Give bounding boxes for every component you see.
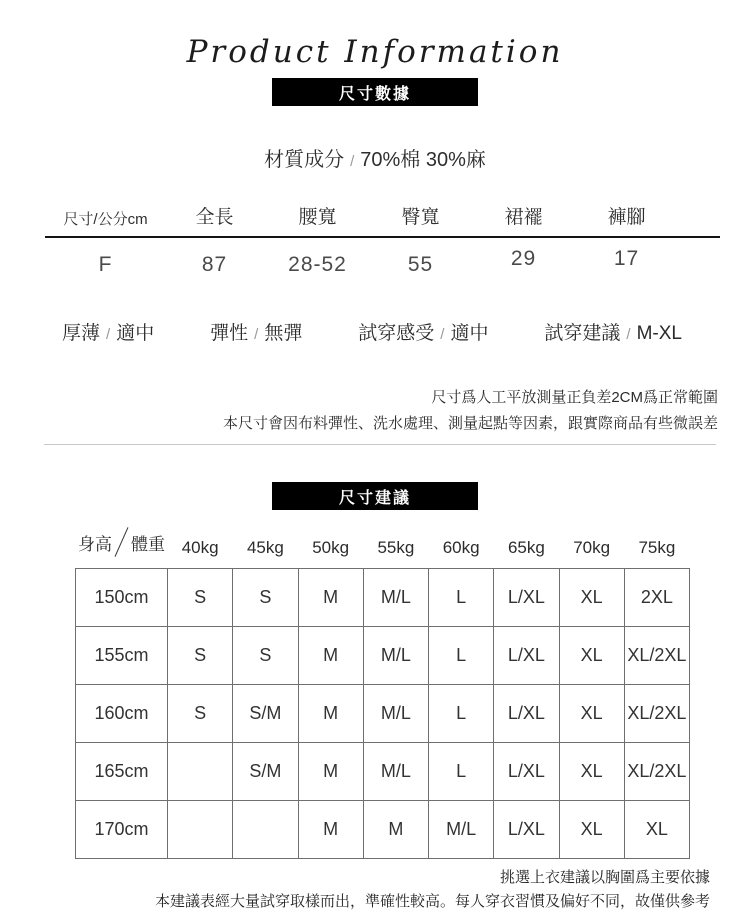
size-table-col-hip: 臀寬 (401, 207, 440, 228)
height-cell: 165cm (76, 742, 168, 800)
size-cell: L/XL (494, 800, 559, 858)
size-value-waist: 28-52 (288, 253, 347, 276)
size-cell: M (363, 800, 428, 858)
table-row (76, 626, 690, 684)
size-table-col-cuff: 褲腳 (607, 207, 646, 228)
size-cell: M/L (363, 626, 428, 684)
suggestion-header-row (76, 520, 690, 568)
prop-label: 彈性 (210, 323, 249, 344)
size-cell: L (429, 626, 494, 684)
weight-col-40kg: 40kg (181, 537, 219, 557)
prop-label: 試穿感受 (358, 323, 435, 344)
size-cell: XL (559, 800, 624, 858)
size-cell (233, 800, 298, 858)
size-cell: L/XL (494, 742, 559, 800)
height-cell: 170cm (76, 800, 168, 858)
size-cell: M/L (363, 568, 428, 626)
row-axis-label: 身高 (78, 534, 112, 554)
fabric-properties-row (62, 318, 682, 345)
table-row (76, 568, 690, 626)
weight-col-55kg: 55kg (377, 537, 415, 557)
header-rule (45, 236, 720, 238)
measurement-notes (223, 385, 718, 437)
table-row (76, 800, 690, 858)
suggestion-note-line2: 本建議表經大量試穿取樣而出，準確性較高。每人穿衣習慣及偏好不同，故僅供參考 (154, 893, 710, 910)
size-cell: XL/2XL (624, 742, 689, 800)
size-cell: L/XL (494, 684, 559, 742)
size-cell: S/M (233, 684, 298, 742)
size-table-header (48, 202, 678, 229)
size-cell: M (298, 684, 363, 742)
separator-slash: / (440, 326, 445, 343)
weight-col-50kg: 50kg (312, 537, 350, 557)
axis-slash (115, 527, 129, 557)
size-table-col-length: 全長 (195, 207, 234, 228)
size-cell: M/L (363, 742, 428, 800)
col-axis-label: 體重 (131, 534, 165, 554)
table-row (76, 742, 690, 800)
prop-value: 適中 (450, 323, 489, 344)
weight-col-45kg: 45kg (246, 537, 284, 557)
size-table-col-waist: 腰寬 (298, 207, 337, 228)
prop-value: 無彈 (264, 323, 303, 344)
prop-fit-feel (358, 318, 488, 345)
size-value-length: 87 (201, 253, 228, 276)
size-cell: L/XL (494, 568, 559, 626)
size-cell: M/L (429, 800, 494, 858)
size-suggestion-table (75, 520, 690, 859)
prop-label: 厚薄 (62, 323, 101, 344)
weight-col-70kg: 70kg (573, 537, 611, 557)
height-cell: 150cm (76, 568, 168, 626)
size-value-f: F (98, 253, 113, 276)
size-cell: S (168, 568, 233, 626)
separator-slash: / (106, 326, 111, 343)
size-cell: M/L (363, 684, 428, 742)
size-cell: L (429, 568, 494, 626)
measurement-note-line1: 尺寸爲人工平放測量正負差2CM爲正常範圍 (431, 389, 718, 406)
axis-corner (76, 520, 168, 568)
size-table-col-unit: 尺寸/公分cm (63, 211, 148, 228)
suggestion-note-line1: 挑選上衣建議以胸圍爲主要依據 (499, 869, 710, 886)
measurement-note-line2: 本尺寸會因布料彈性、洗水處理、測量起點等因素，跟實際商品有些微誤差 (222, 415, 718, 432)
weight-col-60kg: 60kg (442, 537, 480, 557)
size-value-hem: 29 (510, 247, 537, 270)
size-cell: M (298, 800, 363, 858)
size-table-row (48, 247, 678, 277)
size-cell: S (168, 626, 233, 684)
material-value: 70%棉 30%麻 (360, 149, 486, 171)
separator-slash: / (254, 326, 259, 343)
size-cell: L/XL (494, 626, 559, 684)
separator-slash: / (350, 153, 355, 170)
size-cell: L (429, 742, 494, 800)
size-cell: S/M (233, 742, 298, 800)
size-value-cuff: 17 (613, 247, 640, 270)
prop-label: 試穿建議 (544, 323, 621, 344)
weight-col-65kg: 65kg (507, 537, 545, 557)
size-data-badge: 尺寸數據 (272, 78, 478, 106)
weight-col-75kg: 75kg (638, 537, 676, 557)
height-cell: 155cm (76, 626, 168, 684)
prop-elasticity (210, 318, 302, 345)
size-cell: 2XL (624, 568, 689, 626)
prop-value: 適中 (116, 323, 155, 344)
size-suggestion-badge: 尺寸建議 (272, 482, 478, 510)
size-cell: XL (624, 800, 689, 858)
size-value-hip: 55 (407, 253, 434, 276)
size-cell: S (168, 684, 233, 742)
size-cell (168, 800, 233, 858)
size-cell: S (233, 626, 298, 684)
size-cell: XL (559, 742, 624, 800)
size-cell: XL/2XL (624, 626, 689, 684)
size-cell: XL (559, 684, 624, 742)
prop-fit-suggestion (544, 318, 682, 345)
size-cell: M (298, 568, 363, 626)
size-cell: M (298, 626, 363, 684)
page-title: Product Information (186, 34, 564, 70)
size-cell: L (429, 684, 494, 742)
prop-value: M-XL (636, 323, 682, 344)
material-composition (0, 143, 750, 172)
separator-slash: / (626, 326, 631, 343)
material-label: 材質成分 (264, 149, 345, 171)
size-cell: XL (559, 568, 624, 626)
table-row (76, 684, 690, 742)
suggestion-notes (155, 866, 710, 914)
height-cell: 160cm (76, 684, 168, 742)
size-cell: S (233, 568, 298, 626)
size-cell (168, 742, 233, 800)
size-cell: XL (559, 626, 624, 684)
section-divider (44, 444, 716, 445)
size-cell: XL/2XL (624, 684, 689, 742)
size-table-col-hem: 裙襬 (504, 207, 543, 228)
prop-thickness (62, 318, 154, 345)
size-cell: M (298, 742, 363, 800)
